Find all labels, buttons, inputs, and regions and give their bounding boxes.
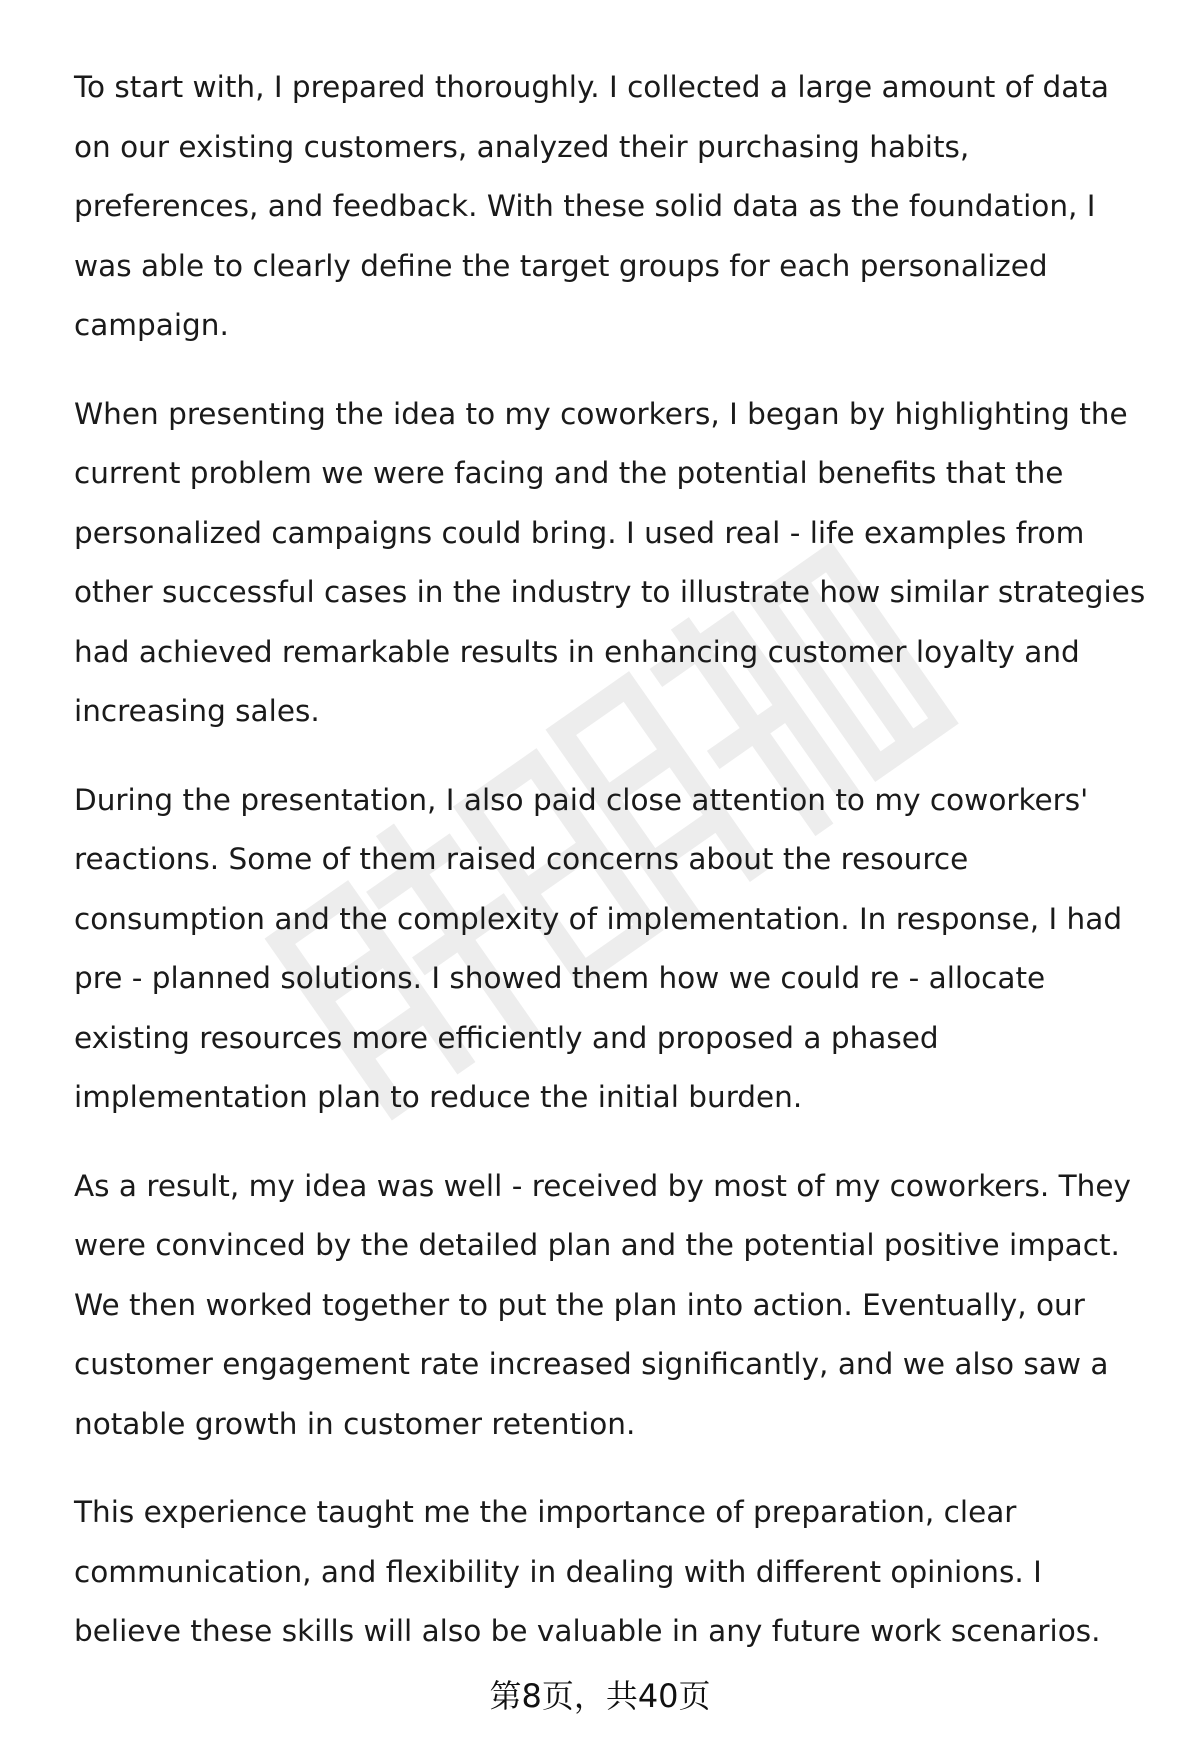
paragraph-4: As a result, my idea was well - received by most of my coworkers. They were convinced by the detailed plan and the potential positive impact. We then worked together to put the plan into action. Eventually, our customer engagement rate increased significantly, and we also saw a notable growth in customer retention. <box>74 1168 1131 1441</box>
document-body <box>74 58 1154 1691</box>
paragraph-1: To start with, I prepared thoroughly. I collected a large amount of data on our existing customers, analyzed their purchasing habits, preferences, and feedback. With these solid data as the foundation, I was able to clearly define the target groups for each personalized campaign. <box>74 70 1109 342</box>
paragraph-3: During the presentation, I also paid close attention to my coworkers' reactions. Some of them raised concerns about the resource consumption and the complexity of implementation. In response, I had pre - planned solutions. I showed them how we could re - allocate existing resources more efficiently and proposed a phased implementation plan to reduce the initial burden. <box>74 782 1123 1114</box>
paragraph-5: This experience taught me the importance of preparation, clear communication, and flexibility in dealing with different opinions. I believe these skills will also be valuable in any future work scenarios. <box>74 1495 1101 1648</box>
paragraph-2: When presenting the idea to my coworkers, I began by highlighting the current problem we were facing and the potential benefits that the personalized campaigns could bring. I used real - life examples from other successful cases in the industry to illustrate how similar strategies had achieved remarkable results in enhancing customer loyalty and increasing sales. <box>74 396 1146 728</box>
page-number-footer: 第8页，共40页 <box>489 1677 711 1715</box>
